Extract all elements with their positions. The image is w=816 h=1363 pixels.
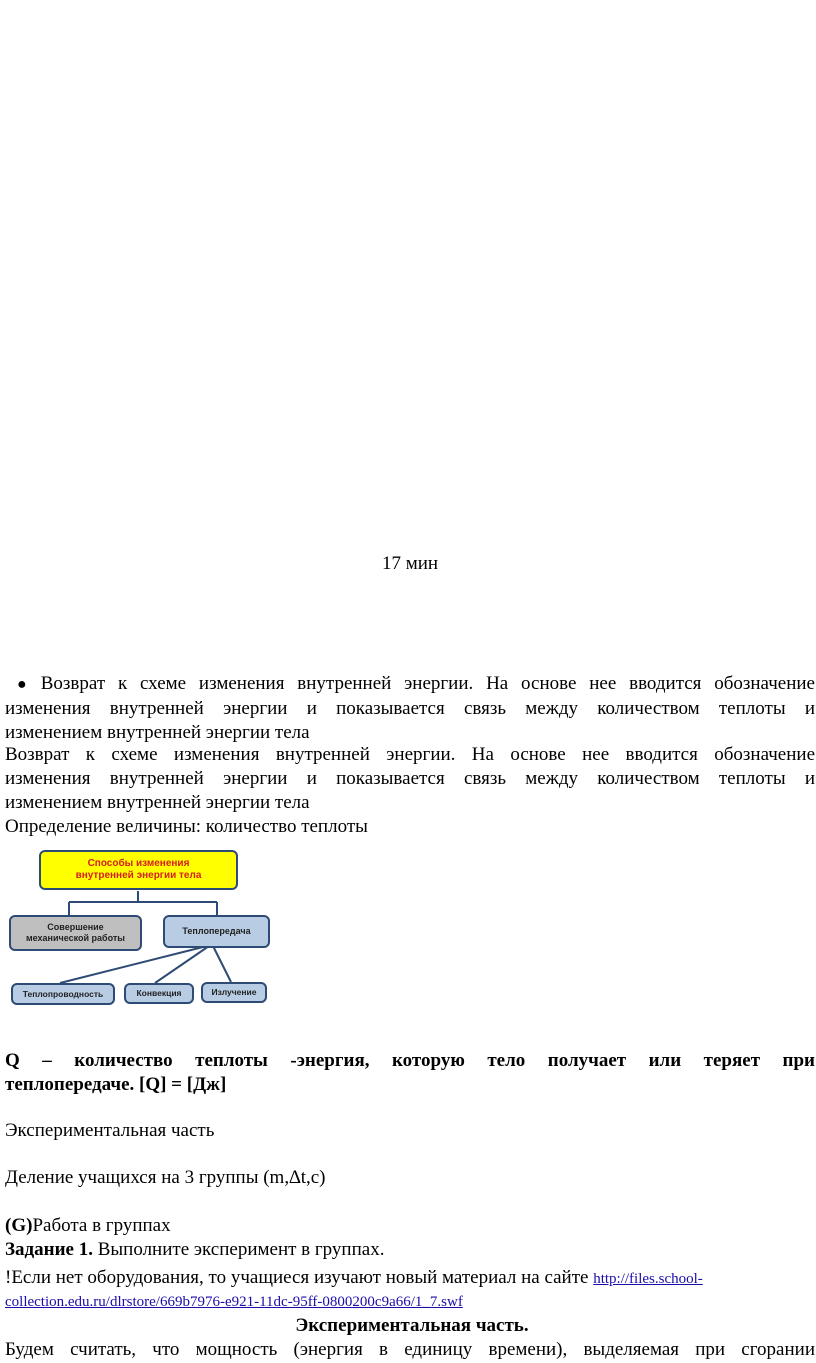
task-one: Задание 1. Выполните эксперимент в группах. — [5, 1239, 385, 1260]
diagram-heat-box: Теплопередача — [163, 915, 270, 948]
diagram-convection-box: Конвекция — [124, 983, 194, 1004]
power-assumption: Будем считать, что мощность (энергия в единицу времени), выделяемая при сгорании — [5, 1339, 815, 1360]
lesson-duration: 17 мин — [381, 553, 439, 574]
diagram-work-box: Совершение механической работы — [9, 915, 142, 951]
diagram-radiation-box: Излучение — [201, 982, 267, 1003]
diagram-conduction-box: Теплопроводность — [11, 983, 115, 1005]
definition-heading: Определение величины: количество теплоты — [5, 816, 368, 837]
diagram-root-box: Способы изменения внутренней энергии тела — [39, 850, 238, 890]
no-equipment-note: !Если нет оборудования, то учащиеся изучают новый материал на сайте http://files.school- collection.edu.ru/dlrstore/669b7976-e921-11dc-95ff-0800200c9a66/1_7.swf — [5, 1267, 703, 1310]
experimental-part-heading: Экспериментальная часть. — [295, 1315, 529, 1336]
experimental-part-label: Экспериментальная часть — [5, 1120, 215, 1141]
resource-link-cont[interactable]: collection.edu.ru/dlrstore/669b7976-e921-11dc-95ff-0800200c9a66/1_7.swf — [5, 1294, 463, 1310]
internal-energy-diagram — [5, 845, 273, 1007]
heat-quantity-definition: Q – количество теплоты -энергия, которую тело получает или теряет при теплопередаче. [Q] = [Дж] — [5, 1050, 815, 1095]
group-work: (G)Работа в группах — [5, 1215, 171, 1236]
paragraph-bullet: ● Возврат к схеме изменения внутренней энергии. На основе нее вводится обозначение изменения внутренней энергии и показывается связь между количеством теплоты и изменением внутренней энергии тела — [5, 673, 815, 743]
resource-link[interactable]: http://files.school- — [593, 1271, 703, 1287]
groups-division: Деление учащихся на 3 группы (m,∆t,c) — [5, 1167, 326, 1188]
paragraph-repeat: Возврат к схеме изменения внутренней энергии. На основе нее вводится обозначение изменения внутренней энергии и показывается связь между количеством теплоты и изменением внутренней энергии тела — [5, 744, 815, 813]
bullet-icon: ● — [17, 676, 35, 693]
